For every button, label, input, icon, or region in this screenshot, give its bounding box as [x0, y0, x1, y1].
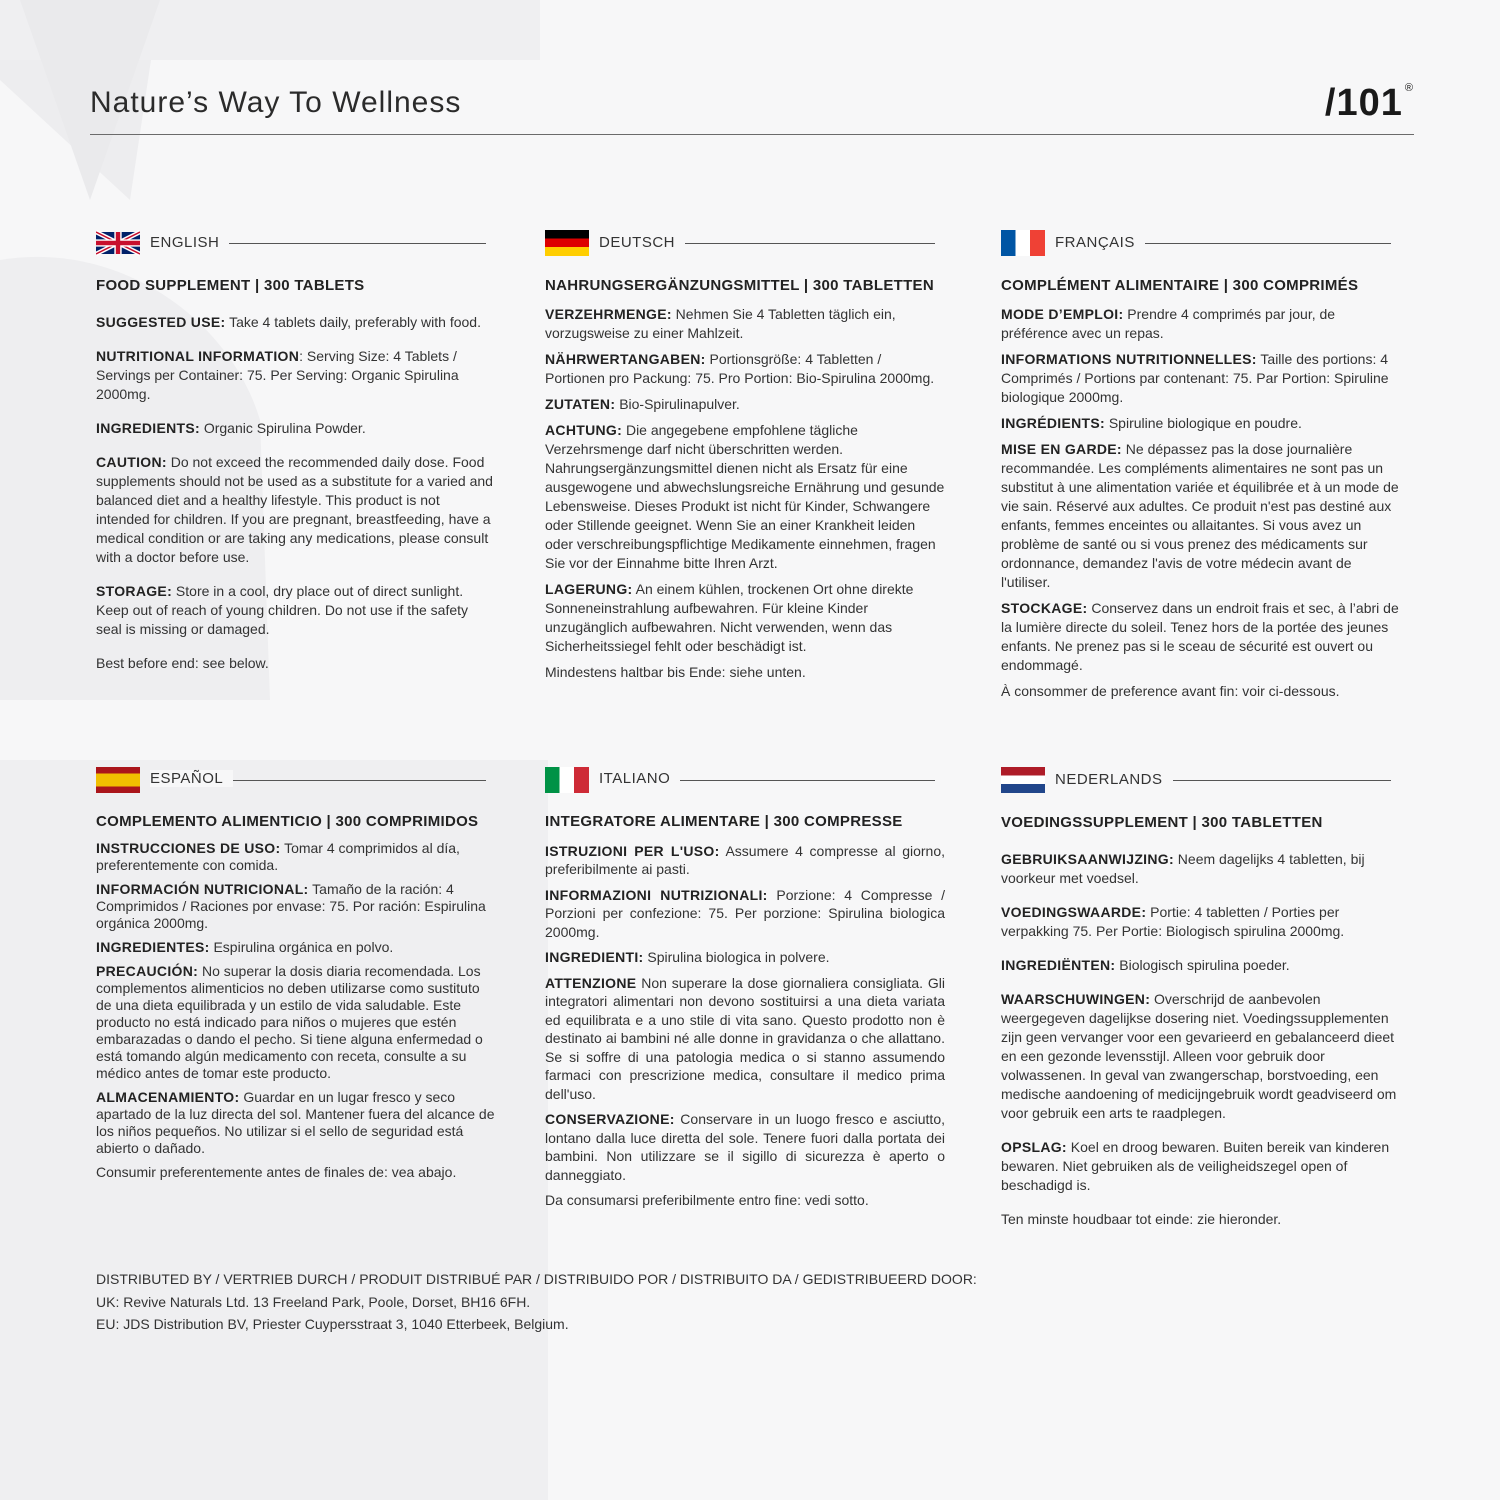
para-text: An einem kühlen, trockenen Ort ohne direkte Sonneneinstrahlung aufbewahren. Für kleine Kinder unzugänglich aufbewahren. Nicht verwenden, wenn das Sicherheitssiegel fehlt oder beschädigt ist.: [545, 581, 914, 654]
spain-flag-icon: [96, 767, 140, 793]
para-text: Tamaño de la ración: 4 Comprimidos / Raciones por envase: 75. Por ración: Espirulina orgánica 2000mg.: [96, 881, 486, 931]
section-italiano: [545, 767, 945, 1217]
para-label: INFORMATIONS NUTRITIONNELLES:: [1001, 351, 1257, 367]
language-heading: [1001, 767, 1401, 793]
para-text: Do not exceed the recommended daily dose. Food supplements should not be used as a substitute for a varied and balanced diet and a healthy lifestyle. This product is not intended for children. If you are pregnant, breastfeeding, have a medical condition or are taking any medications, please consult with a doctor before use.: [96, 454, 493, 565]
caution: [545, 421, 945, 573]
para-text: À consommer de preference avant fin: voir ci-dessous.: [1001, 683, 1340, 699]
para-text: Consumir preferentemente antes de finales de: vea abajo.: [96, 1164, 457, 1180]
tagline: Nature’s Way To Wellness: [90, 86, 462, 119]
para-label: STORAGE:: [96, 583, 173, 599]
best-before: [96, 654, 496, 673]
best-before: [545, 663, 945, 682]
distributor-info: [96, 1268, 996, 1336]
nutritional-information: [96, 881, 496, 932]
product-title: FOOD SUPPLEMENT | 300 TABLETS: [96, 277, 365, 294]
para-text: Best before end: see below.: [96, 655, 269, 671]
best-before: [96, 1164, 496, 1181]
storage: [96, 582, 496, 639]
para-text: Tomar 4 comprimidos al día, preferentemente con comida.: [96, 840, 460, 873]
netherlands-flag-icon: [1001, 767, 1045, 793]
section-espanol: [96, 767, 496, 1188]
nutritional-information: [545, 886, 945, 942]
para-label: INSTRUCCIONES DE USO:: [96, 840, 281, 856]
eu-distributor: EU: JDS Distribution BV, Priester Cuypersstraat 3, 1040 Etterbeek, Belgium.: [96, 1316, 569, 1332]
language-name: DEUTSCH: [599, 233, 685, 252]
para-label: CONSERVAZIONE:: [545, 1111, 675, 1127]
registered-mark: ®: [1404, 82, 1414, 94]
para-label: ISTRUZIONI PER L'USO:: [545, 842, 720, 859]
language-heading: [545, 230, 945, 256]
para-text: Organic Spirulina Powder.: [199, 420, 366, 436]
section-deutsch: [545, 230, 945, 689]
para-label: CAUTION:: [96, 454, 167, 470]
para-label: MODE D’EMPLOI:: [1001, 306, 1124, 322]
language-name: NEDERLANDS: [1055, 770, 1173, 789]
para-label: ATTENZIONE: [545, 974, 637, 991]
para-text: Spiruline biologique en poudre.: [1104, 415, 1302, 431]
language-name: FRANÇAIS: [1055, 233, 1145, 252]
header: [90, 82, 1414, 136]
suggested-use: [545, 842, 945, 879]
para-text: Porzione: 4 Compresse / Porzioni per confezione: 75. Per porzione: Spirulina biologica 2000mg.: [545, 886, 945, 940]
language-name: ITALIANO: [599, 770, 680, 789]
para-label: SUGGESTED USE:: [96, 314, 226, 330]
language-heading: [1001, 230, 1401, 256]
best-before: [1001, 682, 1401, 701]
suggested-use: [1001, 850, 1401, 888]
ingredients: [1001, 956, 1401, 975]
para-text: Guardar en un lugar fresco y seco apartado de la luz directa del sol. Mantener fuera del alcance de los niños pequeños. No utilizar si el sello de seguridad está abierto o dañado.: [96, 1089, 495, 1156]
para-text: Ne dépassez pas la dose journalière recommandée. Les compléments alimentaires ne sont pas un substitut à une alimentation variée et équilibrée et à un mode de vie sain. Réservé aux adultes. Ce produit n'est pas destiné aux enfants, femmes enceintes ou allaitantes. Si vous avez un problème de santé ou si vous prenez des médicaments sur ordonnance, demandez l'avis de votre médecin avant de l'utiliser.: [1001, 441, 1399, 590]
para-label: NÄHRWERTANGABEN:: [545, 351, 706, 367]
storage: [1001, 1138, 1401, 1195]
germany-flag-icon: [545, 230, 589, 256]
product-title: COMPLEMENTO ALIMENTICIO | 300 COMPRIMIDOS: [96, 813, 479, 830]
best-before: [545, 1191, 945, 1210]
para-text: Koel en droog bewaren. Buiten bereik van kinderen bewaren. Niet gebruiken als de veiligheidszegel open of beschadigd is.: [1001, 1139, 1390, 1193]
distributed-by-line: DISTRIBUTED BY / VERTRIEB DURCH / PRODUIT DISTRIBUÉ PAR / DISTRIBUIDO POR / DISTRIBUITO DA / GEDISTRIBUEERD DOOR:: [96, 1271, 977, 1287]
nutritional-information: [96, 347, 496, 404]
para-text: Take 4 tablets daily, preferably with food.: [225, 314, 481, 330]
para-text: Prendre 4 comprimés par jour, de préférence avec un repas.: [1001, 306, 1336, 341]
para-label: INGREDIENTI:: [545, 949, 644, 965]
uk-distributor: UK: Revive Naturals Ltd. 13 Freeland Park, Poole, Dorset, BH16 6FH.: [96, 1293, 531, 1310]
para-label: VERZEHRMENGE:: [545, 306, 672, 322]
nutritional-information: [1001, 350, 1401, 407]
para-text: Assumere 4 compresse al giorno, preferibilmente ai pasti.: [545, 842, 946, 877]
product-title: INTEGRATORE ALIMENTARE | 300 COMPRESSE: [545, 813, 903, 830]
storage: [96, 1089, 496, 1157]
brand-logo: [1325, 82, 1414, 125]
suggested-use: [96, 840, 496, 874]
para-text: Mindestens haltbar bis Ende: siehe unten.: [545, 664, 806, 680]
para-label: VOEDINGSWAARDE:: [1001, 904, 1147, 920]
storage: [545, 1110, 945, 1184]
brand-logo-text: /101: [1324, 82, 1403, 124]
para-text: Taille des portions: 4 Comprimés / Portions par contenant: 75. Par Portion: Spiruline biologique 2000mg.: [1001, 351, 1389, 405]
para-label: ZUTATEN:: [545, 396, 616, 412]
para-text: Conservare in un luogo fresco e asciutto, lontano dalla luce diretta del sole. Tenere fuori dalla portata dei bambini. Non utilizzare se il sigillo di sicurezza è aperto o danneggiato.: [545, 1111, 945, 1183]
para-label: NUTRITIONAL INFORMATION: [96, 348, 300, 364]
caution: [96, 453, 496, 567]
storage: [1001, 599, 1401, 675]
ingredients: [545, 395, 945, 414]
ingredients: [96, 939, 496, 956]
para-label: MISE EN GARDE:: [1001, 441, 1122, 457]
nutritional-information: [1001, 903, 1401, 941]
para-text: Portie: 4 tabletten / Porties per verpakking 75. Per Portie: Biologisch spirulina 2000mg.: [1001, 904, 1345, 939]
para-text: Biologisch spirulina poeder.: [1115, 957, 1290, 973]
para-label: OPSLAG:: [1001, 1139, 1067, 1155]
para-text: Store in a cool, dry place out of direct sunlight. Keep out of reach of young children. Do not use if the safety seal is missing or damaged.: [96, 583, 469, 637]
para-text: Portionsgröße: 4 Tabletten / Portionen pro Packung: 75. Pro Portion: Bio-Spirulina 2000mg.: [545, 351, 935, 386]
product-title: COMPLÉMENT ALIMENTAIRE | 300 COMPRIMÉS: [1001, 277, 1359, 294]
para-label: INFORMACIÓN NUTRICIONAL:: [96, 881, 309, 897]
para-text: Conservez dans un endroit frais et sec, à l’abri de la lumière directe du soleil. Tenez hors de la portée des jeunes enfants. Ne prenez pas si le sceau de sécurité est ouvert ou endommagé.: [1001, 600, 1399, 673]
caution: [545, 974, 945, 1104]
ingredients: [96, 419, 496, 438]
section-francais: [1001, 230, 1401, 708]
language-name: ESPAÑOL: [150, 770, 233, 787]
caution: [1001, 440, 1401, 592]
para-label: STOCKAGE:: [1001, 600, 1088, 616]
para-label: INGRÉDIENTS:: [1001, 415, 1105, 431]
para-label: PRECAUCIÓN:: [96, 963, 199, 979]
para-text: : Serving Size: 4 Tablets / Servings per Container: 75. Per Serving: Organic Spirulina 2000mg.: [96, 348, 459, 402]
language-heading: [545, 767, 945, 793]
product-title: NAHRUNGSERGÄNZUNGSMITTEL | 300 TABLETTEN: [545, 277, 934, 294]
language-name: ENGLISH: [150, 233, 229, 252]
france-flag-icon: [1001, 230, 1045, 256]
caution: [96, 963, 496, 1082]
para-text: Ten minste houdbaar tot einde: zie hieronder.: [1001, 1211, 1282, 1227]
para-text: Non superare la dose giornaliera consigliata. Gli integratori alimentari non devono sostituirsi a una dieta variata ed equilibrata e a uno stile di vita sano. Questo prodotto non è destinato ai bambini né alle donne in gravidanza o che allattano. Se si soffre di una patologia medica o si stanno assumendo farmaci con prescrizione medica, consultare il medico prima dell'uso.: [545, 974, 945, 1102]
header-divider: [90, 134, 1414, 135]
para-text: Bio-Spirulinapulver.: [615, 396, 740, 412]
para-label: INGREDIENTS:: [96, 420, 200, 436]
suggested-use: [96, 313, 496, 332]
section-english: [96, 230, 496, 688]
language-heading: [96, 230, 496, 256]
para-text: Espirulina orgánica en polvo.: [209, 939, 394, 955]
italy-flag-icon: [545, 767, 589, 793]
suggested-use: [1001, 305, 1401, 343]
para-text: Neem dagelijks 4 tabletten, bij voorkeur met voedsel.: [1001, 851, 1365, 886]
para-label: INGREDIËNTEN:: [1001, 957, 1116, 973]
para-text: Nehmen Sie 4 Tabletten täglich ein, vorzugsweise zu einer Mahlzeit.: [545, 306, 896, 341]
section-nederlands: [1001, 767, 1401, 1244]
para-label: INGREDIENTES:: [96, 939, 210, 955]
para-label: INFORMAZIONI NUTRIZIONALI:: [545, 886, 768, 903]
para-text: Da consumarsi preferibilmente entro fine: vedi sotto.: [545, 1192, 869, 1208]
ingredients: [545, 948, 945, 967]
best-before: [1001, 1210, 1401, 1229]
caution: [1001, 990, 1401, 1123]
storage: [545, 580, 945, 656]
nutritional-information: [545, 350, 945, 388]
para-label: LAGERUNG:: [545, 581, 633, 597]
uk-flag-icon: [96, 230, 140, 256]
para-text: Die angegebene empfohlene tägliche Verzehrsmenge darf nicht überschritten werden. Nahrungsergänzungsmittel dienen nicht als Ersatz für eine ausgewogene und abwechslungsreiche Ernährung und gesunde Lebensweise. Dieses Produkt ist nicht für Kinder, Schwangere oder Stillende geeignet. Wenn Sie an einer Krankheit leiden oder verschreibungspflichtige Medikamente einnehmen, fragen Sie vor der Einnahme bitte Ihren Arzt.: [545, 422, 945, 571]
para-label: ALMACENAMIENTO:: [96, 1089, 240, 1105]
para-text: Overschrijd de aanbevolen weergegeven dagelijkse dosering niet. Voedingssupplementen zijn geen vervanger voor een gevarieerd en gebalanceerd dieet en een gezonde levensstijl. Alleen voor gebruik door volwassenen. In geval van zwangerschap, borstvoeding, een medische aandoening of medicijngebruik wordt geadviseerd om voor gebruik een arts te raadplegen.: [1001, 991, 1397, 1121]
language-heading: [96, 767, 496, 793]
product-title: VOEDINGSSUPPLEMENT | 300 TABLETTEN: [1001, 814, 1323, 831]
para-label: GEBRUIKSAANWIJZING:: [1001, 851, 1174, 867]
para-text: No superar la dosis diaria recomendada. Los complementos alimenticios no deben utilizarse como sustituto de una dieta equilibrada y un estilo de vida saludable. Este producto no está indicado para niños o mujeres que estén embarazadas o dando el pecho. Si tiene alguna enfermedad o está tomando algún medicamento con receta, consulte a su médico antes de tomar este producto.: [96, 963, 483, 1081]
para-text: Spirulina biologica in polvere.: [643, 949, 830, 965]
para-label: WAARSCHUWINGEN:: [1001, 991, 1151, 1007]
para-label: ACHTUNG:: [545, 422, 623, 438]
ingredients: [1001, 414, 1401, 433]
suggested-use: [545, 305, 945, 343]
